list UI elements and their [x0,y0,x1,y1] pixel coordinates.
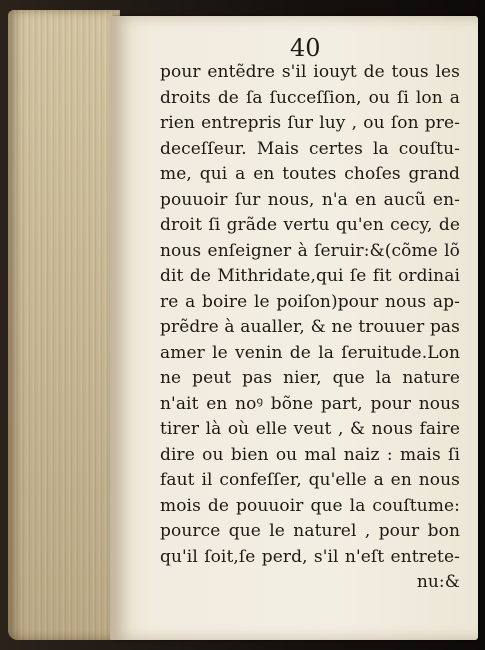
catchword-line: nu:& [416,572,460,592]
text-line: amer le venin de la ſeruitude.Lon [160,342,460,363]
text-line: re a boire le poiſon)pour nous ap- [160,291,460,312]
text-line: droit ſi grãde vertu qu'en cecy, de [160,215,460,235]
text-line: pouuoir ſur nous, n'a en aucũ en- [160,189,460,210]
text-line: rien entrepris ſur luy , ou ſon pre- [160,113,460,133]
text-line: ne peut pas nier, que la nature [160,368,460,388]
text-line: faut il confeſſer, qu'elle a en nous [160,470,460,490]
page-text [160,60,460,596]
text-line: droits de ſa ſucceſſion, ou ſi lon a [160,87,460,108]
text-line: n'ait en noꝰ bõne part, pour nous [160,393,460,414]
text-line: dire ou bien ou mal naiz : mais ſi [160,444,460,465]
text-line: pource que le naturel , pour bon [160,521,460,541]
text-line: dit de Mithridate,qui ſe fit ordinai [160,266,460,286]
text-line: pour entẽdre s'il iouyt de tous les [160,62,460,82]
text-line: qu'il ſoit,ſe perd, s'il n'eſt entrete- [160,546,460,567]
text-line: me, qui a en toutes choſes grand [160,164,460,184]
text-line: tirer là où elle veut , & nous faire [160,419,460,439]
page-number: 40 [290,34,321,62]
page-fore-edge [8,10,120,640]
text-line: mois de pouuoir que la couſtume: [160,495,460,516]
text-line: prẽdre à aualler, & ne trouuer pas [160,317,460,337]
text-line: nous enſeigner à ſeruir:&(cõme lõ [160,240,460,261]
text-line: deceſſeur. Mais certes la couſtu- [160,138,460,159]
